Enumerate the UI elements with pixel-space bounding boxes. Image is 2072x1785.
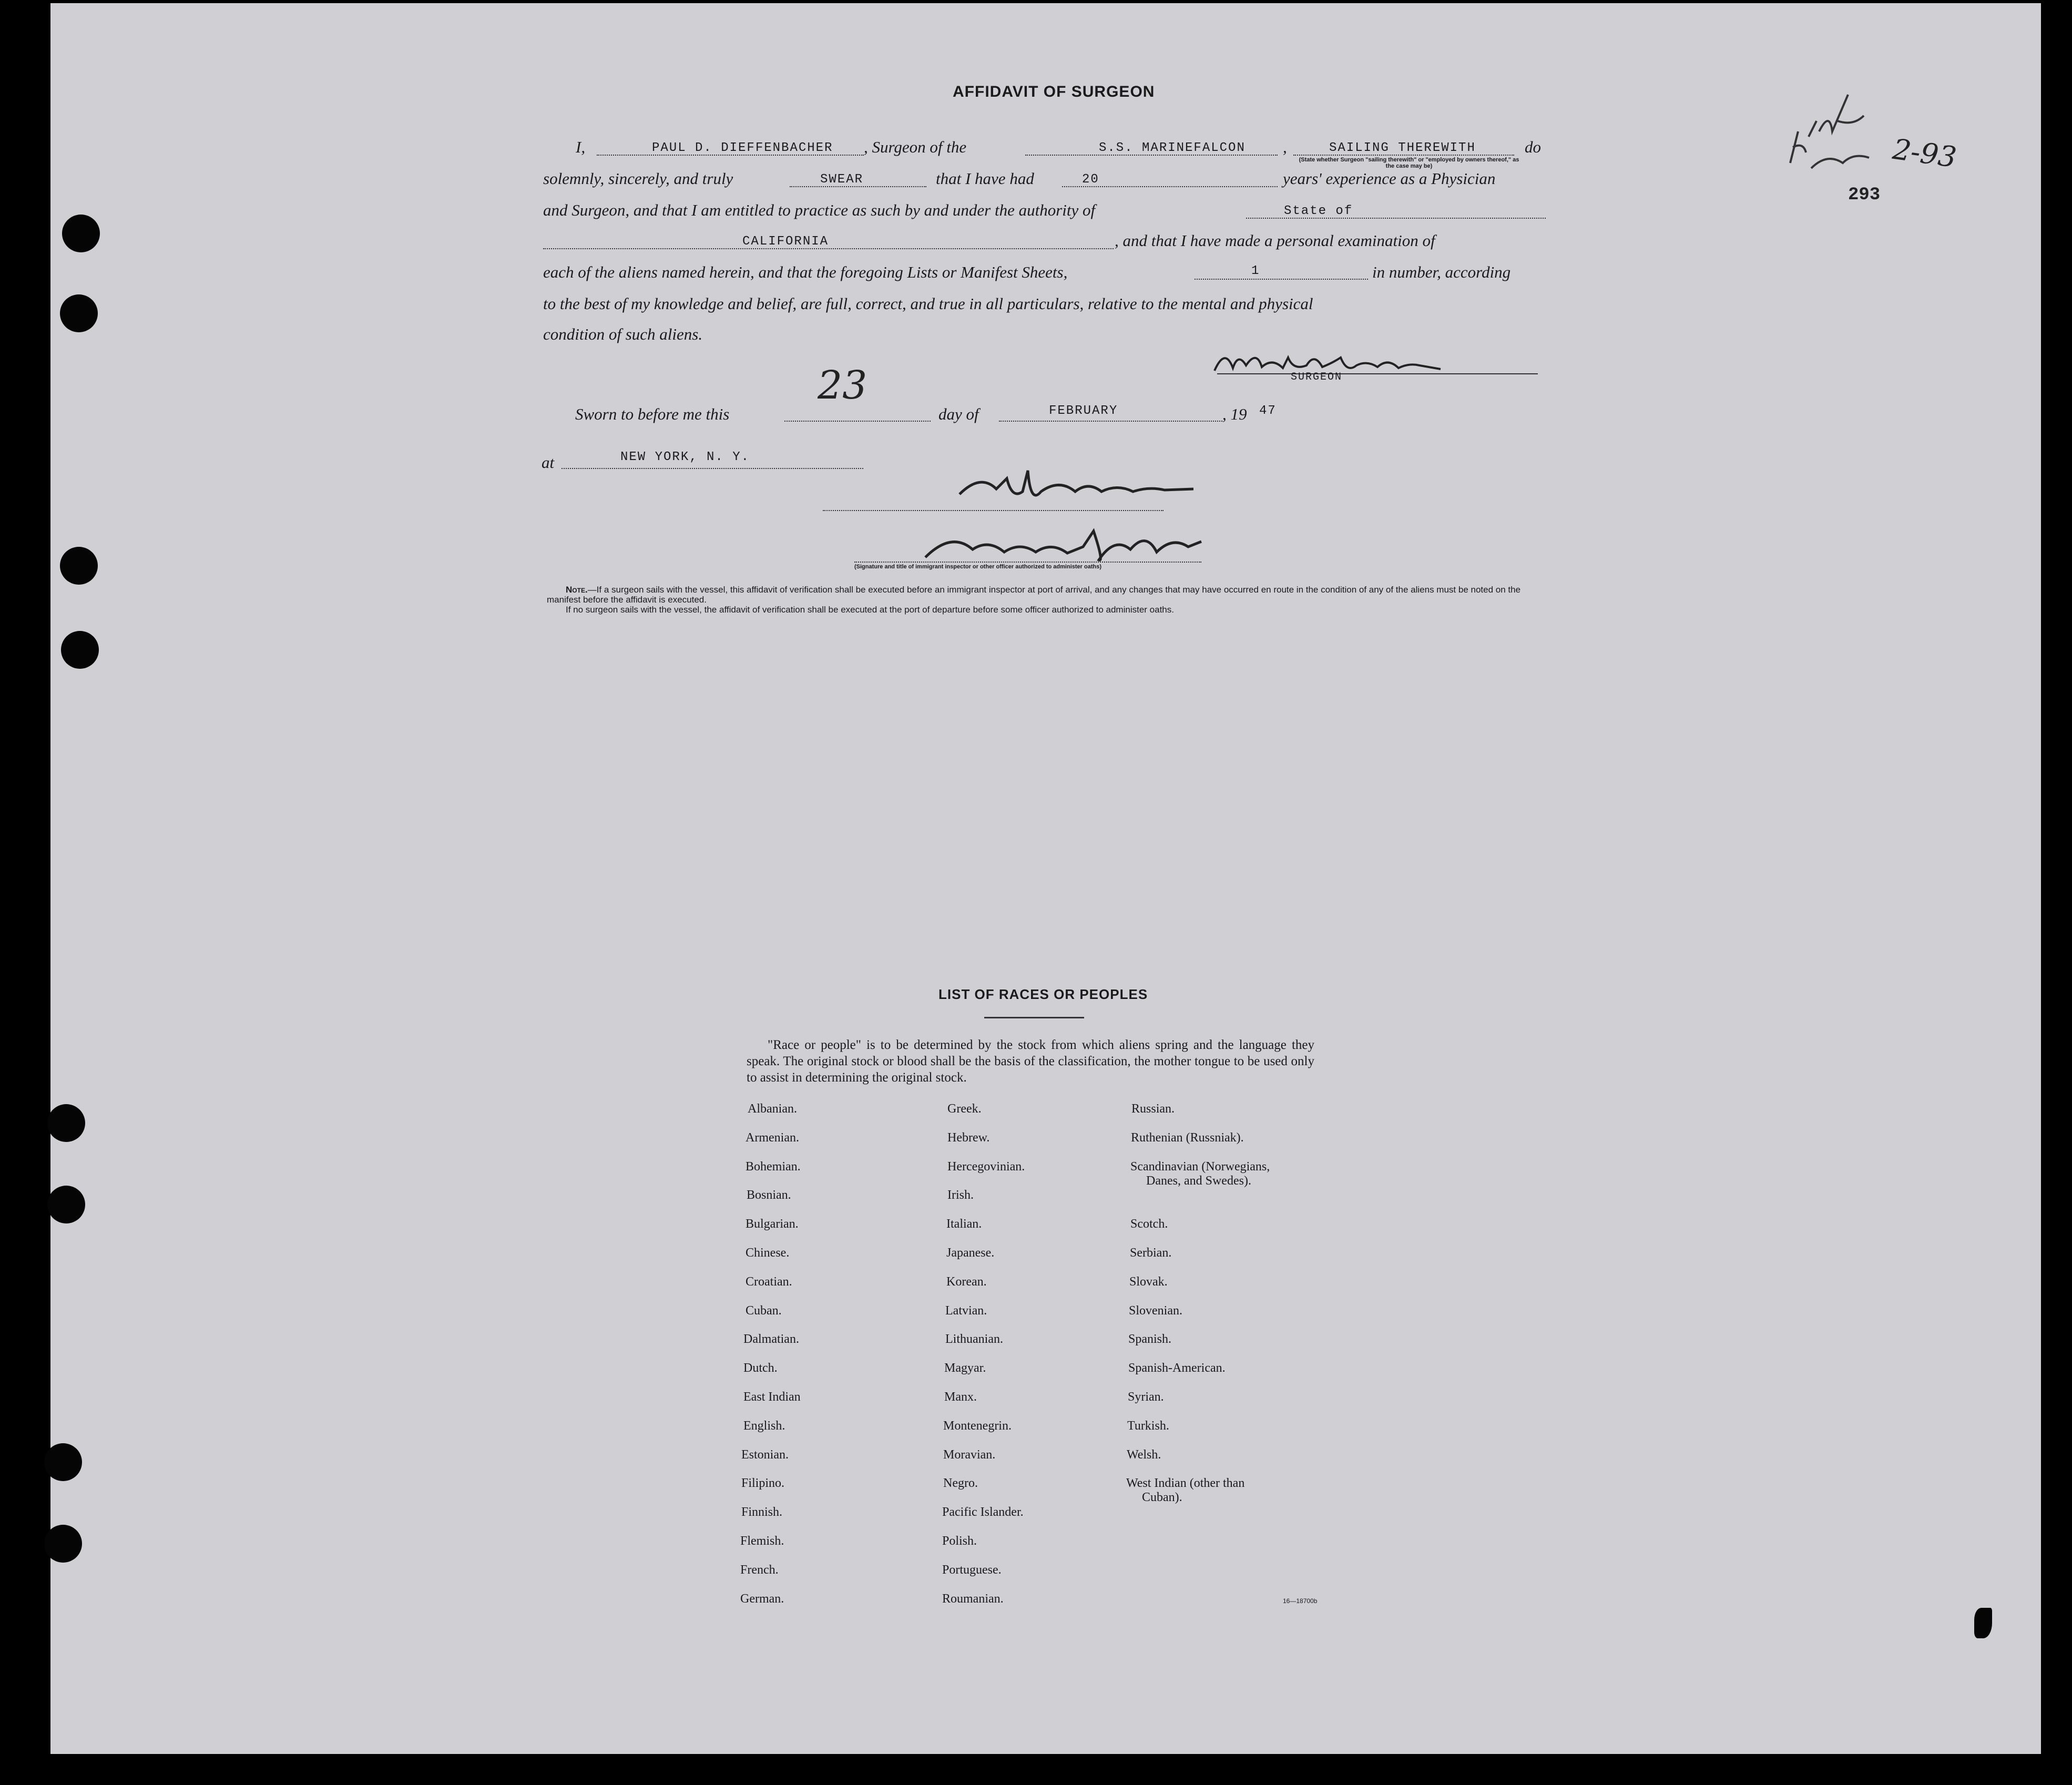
text-in-number: in number, according bbox=[1372, 263, 1511, 281]
text-do: do bbox=[1525, 138, 1541, 156]
race-col3-item: Scotch. bbox=[1130, 1217, 1168, 1231]
race-col3-item: Welsh. bbox=[1127, 1447, 1161, 1462]
race-col2-item: Pacific Islander. bbox=[942, 1505, 1024, 1519]
text-each-of-aliens: each of the aliens named herein, and that the foregoing Lists or Manifest Sheets, bbox=[543, 263, 1068, 281]
race-col2-item: Hercegovinian. bbox=[947, 1159, 1025, 1174]
race-col1-item: Bohemian. bbox=[746, 1159, 801, 1174]
race-col3-item: Scandinavian (Norwegians, Danes, and Swedes). bbox=[1130, 1159, 1270, 1188]
race-col1-item: East Indian bbox=[743, 1390, 801, 1404]
race-col3-item: Ruthenian (Russniak). bbox=[1131, 1130, 1244, 1145]
race-col2-item: Roumanian. bbox=[942, 1592, 1004, 1606]
oath-field: SWEAR bbox=[820, 172, 864, 187]
text-at: at bbox=[542, 453, 555, 472]
race-col2-item: Montenegrin. bbox=[943, 1419, 1012, 1433]
race-col2-item: Japanese. bbox=[946, 1246, 995, 1260]
race-col2-item: Greek. bbox=[947, 1102, 982, 1116]
race-col3-item: Turkish. bbox=[1127, 1419, 1169, 1433]
race-col3-item: Slovenian. bbox=[1129, 1303, 1182, 1318]
text-condition: condition of such aliens. bbox=[543, 325, 703, 343]
punch-hole bbox=[44, 1525, 82, 1563]
race-col2-item: Polish. bbox=[942, 1534, 977, 1548]
race-col2-item: Irish. bbox=[947, 1188, 974, 1202]
officer-caption: (Signature and title of immigrant inspector or other officer authorized to administer oaths) bbox=[854, 564, 1101, 570]
race-col2-item: Magyar. bbox=[944, 1361, 986, 1375]
punch-hole bbox=[44, 1443, 82, 1481]
race-col1-item: Bulgarian. bbox=[746, 1217, 799, 1231]
note-text-2: If no surgeon sails with the vessel, the affidavit of verification shall be executed at the port of departure before some officer authorized to administer oaths. bbox=[566, 605, 1174, 615]
race-col3-item: Slovak. bbox=[1129, 1274, 1168, 1289]
corner-tear bbox=[1974, 1608, 1992, 1638]
authority-field-2: CALIFORNIA bbox=[742, 234, 829, 249]
race-col1-item: Chinese. bbox=[746, 1246, 790, 1260]
race-col1-item: Finnish. bbox=[741, 1505, 783, 1519]
race-col1-item: Armenian. bbox=[746, 1130, 799, 1145]
comma: , bbox=[1283, 138, 1287, 156]
race-col1-item: Croatian. bbox=[746, 1274, 792, 1289]
affidavit-title: AFFIDAVIT OF SURGEON bbox=[953, 83, 1155, 100]
text-personal-exam: , and that I have made a personal examination of bbox=[1115, 231, 1435, 250]
punch-hole bbox=[47, 1104, 85, 1142]
race-col2-item: Manx. bbox=[944, 1390, 977, 1404]
race-col3-item: Syrian. bbox=[1128, 1390, 1164, 1404]
text-years-experience: years' experience as a Physician bbox=[1283, 169, 1496, 188]
surgeon-label: SURGEON bbox=[1291, 371, 1343, 383]
year-field: 47 bbox=[1259, 404, 1277, 418]
affidavit-note bbox=[547, 585, 1543, 615]
years-field: 20 bbox=[1082, 172, 1099, 187]
race-col2-item: Korean. bbox=[946, 1274, 987, 1289]
race-col2-item: Italian. bbox=[946, 1217, 982, 1231]
race-col1-item: English. bbox=[743, 1419, 785, 1433]
officer-signature-1 bbox=[949, 463, 1201, 510]
punch-hole bbox=[60, 547, 98, 585]
race-col3-item: Russian. bbox=[1131, 1102, 1175, 1116]
month-field: FEBRUARY bbox=[1049, 404, 1118, 418]
race-col2-item: Hebrew. bbox=[947, 1130, 990, 1145]
text-comma-19: , 19 bbox=[1222, 405, 1247, 423]
place-field: NEW YORK, N. Y. bbox=[620, 450, 750, 464]
text-sworn: Sworn to before me this bbox=[575, 405, 730, 423]
race-col3-item: Spanish-American. bbox=[1128, 1361, 1226, 1375]
race-col2-item: Negro. bbox=[943, 1476, 978, 1491]
sailing-field: SAILING THEREWITH bbox=[1329, 141, 1476, 155]
punch-hole bbox=[61, 631, 99, 669]
race-col1-item: Dalmatian. bbox=[743, 1332, 799, 1347]
ship-name-field: S.S. MARINEFALCON bbox=[1099, 141, 1246, 155]
race-col2-item: Latvian. bbox=[945, 1303, 987, 1318]
races-title-rule bbox=[984, 1017, 1084, 1018]
authority-field-1: State of bbox=[1284, 204, 1353, 218]
race-col1-item: French. bbox=[740, 1563, 779, 1577]
race-col2-item: Portuguese. bbox=[942, 1563, 1002, 1577]
text-solemnly: solemnly, sincerely, and truly bbox=[543, 169, 733, 188]
sheets-field: 1 bbox=[1251, 264, 1260, 278]
page-number: 293 bbox=[1848, 185, 1881, 205]
races-intro: "Race or people" is to be determined by the stock from which aliens spring and the language they speak. The original stock or blood shall be the basis of the classification, the mother tongue to be used only to assist in determining the original stock. bbox=[747, 1038, 1314, 1085]
text-i: I, bbox=[576, 138, 586, 156]
punch-hole bbox=[60, 294, 98, 332]
margin-scribble bbox=[1780, 74, 1880, 174]
race-col2-item: Lithuanian. bbox=[945, 1332, 1003, 1347]
punch-hole bbox=[47, 1186, 85, 1223]
race-col3-item: Spanish. bbox=[1128, 1332, 1172, 1347]
punch-hole bbox=[62, 215, 100, 252]
text-day-of: day of bbox=[938, 405, 979, 423]
sailing-caption: (State whether Surgeon "sailing therewith" or "employed by owners thereof," as the case may be) bbox=[1299, 157, 1519, 169]
day-field: 23 bbox=[818, 363, 867, 408]
note-text-1: —If a surgeon sails with the vessel, this affidavit of verification shall be executed before an immigrant inspector at port of arrival, and any changes that may have occurred en route in the condition of any of the aliens must be noted on the manifest before the affidavit is executed. bbox=[547, 585, 1521, 605]
race-col3-item: West Indian (other than Cuban). bbox=[1126, 1476, 1245, 1505]
surgeon-name-field: PAUL D. DIEFFENBACHER bbox=[652, 141, 833, 155]
race-col1-item: Estonian. bbox=[741, 1447, 789, 1462]
text-to-the-best: to the best of my knowledge and belief, are full, correct, and true in all particulars, relative to the mental and physical bbox=[543, 294, 1313, 313]
margin-hand-note: 2-93 bbox=[1891, 132, 1959, 175]
races-title: LIST OF RACES OR PEOPLES bbox=[938, 986, 1148, 1002]
race-col3-item: Serbian. bbox=[1130, 1246, 1172, 1260]
race-col1-item: Bosnian. bbox=[747, 1188, 791, 1202]
race-col1-item: Dutch. bbox=[743, 1361, 778, 1375]
text-that-i-have-had: that I have had bbox=[936, 169, 1034, 188]
form-code: 16—18700b bbox=[1283, 1597, 1318, 1605]
text-surgeon-of: , Surgeon of the bbox=[864, 138, 967, 156]
race-col1-item: Flemish. bbox=[740, 1534, 784, 1548]
note-lead: Note. bbox=[566, 585, 588, 595]
race-col1-item: German. bbox=[740, 1592, 784, 1606]
race-col1-item: Albanian. bbox=[748, 1102, 797, 1116]
race-col1-item: Filipino. bbox=[741, 1476, 785, 1491]
text-and-surgeon: and Surgeon, and that I am entitled to practice as such by and under the authority of bbox=[543, 201, 1096, 219]
race-col1-item: Cuban. bbox=[746, 1303, 782, 1318]
race-col2-item: Moravian. bbox=[943, 1447, 996, 1462]
